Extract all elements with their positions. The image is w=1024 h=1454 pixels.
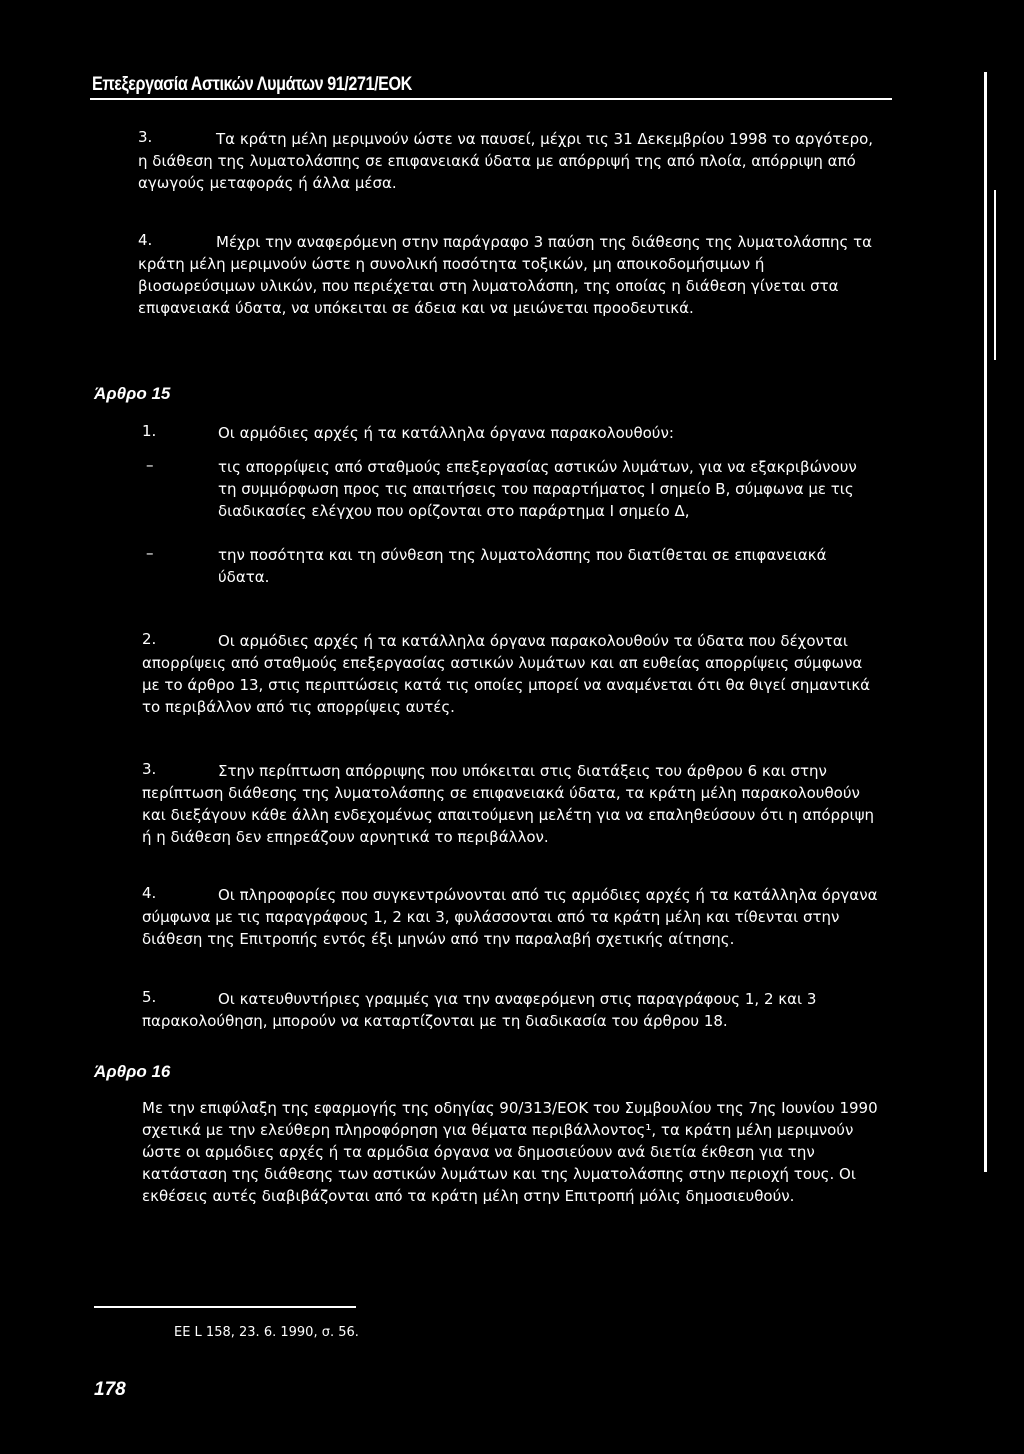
- art15-bullet2-text: την ποσότητα και τη σύνθεση της λυματολάσπης που διατίθεται σε επιφανειακά ύδατα.: [218, 546, 827, 586]
- art15-p5-number: 5.: [142, 988, 157, 1006]
- art15-p1-number: 1.: [142, 422, 157, 440]
- art14-p4-text: Μέχρι την αναφερόμενη στην παράγραφο 3 παύση της διάθεσης της λυματολάσπης τα κράτη μέλη μεριμνούν ώστε η συνολική ποσότητα τοξικών, μη αποικοδομήσιμων ή βιοσωρεύσιμων υλικών, που περιέχεται στη λυματολάσπη, της οποίας η διάθεση γίνεται στα επιφανειακά ύδατα, να υπόκειται σε άδεια και να μειώνεται προοδευτικά.: [138, 233, 872, 317]
- header-rule: [90, 98, 892, 100]
- right-margin-bar: [984, 72, 987, 1172]
- art15-bullet2-dash: –: [146, 544, 154, 562]
- art15-p4-number: 4.: [142, 884, 157, 902]
- art16-text: Με την επιφύλαξη της εφαρμογής της οδηγίας 90/313/ΕΟΚ του Συμβουλίου της 7ης Ιουνίου 1990 σχετικά με την ελεύθερη πληροφόρηση για θέματα περιβάλλοντος¹, τα κράτη μέλη μεριμνούν ώστε οι αρμόδιες αρχές ή τα αρμόδια όργανα να δημοσιεύουν ανά διετία έκθεση για την κατάσταση της διάθεσης των αστικών λυμάτων και της λυματολάσπης στην περιοχή τους. Οι εκθέσεις αυτές διαβιβάζονται από τα κράτη μέλη στην Επιτροπή μόλις δημοσιευθούν.: [142, 1099, 878, 1205]
- art15-bullet1-text: τις απορρίψεις από σταθμούς επεξεργασίας αστικών λυμάτων, για να εξακριβώνουν τη συμμόρφωση προς τις απαιτήσεις του παραρτήματος I σημείο Β, σύμφωνα με τις διαδικασίες ελέγχου που ορίζονται στο παράρτημα I σημείο Δ,: [218, 458, 857, 520]
- article-15-heading: Άρθρο 15: [94, 384, 171, 403]
- art15-bullet1-dash: –: [146, 456, 154, 474]
- art15-p2-text: Οι αρμόδιες αρχές ή τα κατάλληλα όργανα παρακολουθούν τα ύδατα που δέχονται απορρίψεις από σταθμούς επεξεργασίας αστικών λυμάτων και απ ευθείας απορρίψεις σύμφωνα με το άρθρο 13, στις περιπτώσεις κατά τις οποίες μπορεί να αναμένεται ότι θα θιγεί σημαντικά το περιβάλλον από τις απορρίψεις αυτές.: [142, 632, 871, 716]
- art15-p3-number: 3.: [142, 760, 157, 778]
- art15-p3-text: Στην περίπτωση απόρριψης που υπόκειται στις διατάξεις του άρθρου 6 και στην περίπτωση διάθεσης της λυματολάσπης σε επιφανειακά ύδατα, τα κράτη μέλη παρακολουθούν και διεξάγουν κάθε άλλη ενδεχομένως απαιτούμενη μελέτη για να επαληθεύσουν ότι η απόρριψη ή η διάθεση δεν επηρεάζουν αρνητικά το περιβάλλον.: [142, 762, 875, 846]
- footnote: ΕΕ L 158, 23. 6. 1990, σ. 56.: [174, 1325, 359, 1340]
- page-header: Επεξεργασία Αστικών Λυμάτων 91/271/ΕΟΚ: [92, 74, 412, 95]
- art15-p1-text: Οι αρμόδιες αρχές ή τα κατάλληλα όργανα παρακολουθούν:: [218, 424, 674, 442]
- art14-p3-text: Τα κράτη μέλη μεριμνούν ώστε να παυσεί, μέχρι τις 31 Δεκεμβρίου 1998 το αργότερο, η διάθεση της λυματολάσπης σε επιφανειακά ύδατα με απόρριψή της από πλοία, απόρριψη από αγωγούς μεταφοράς ή άλλα μέσα.: [138, 130, 874, 192]
- art15-p2-number: 2.: [142, 630, 157, 648]
- right-margin-bar-secondary: [994, 190, 996, 360]
- page-number: 178: [94, 1379, 126, 1400]
- art14-p4-number: 4.: [138, 231, 153, 249]
- article-16-heading: Άρθρο 16: [94, 1062, 171, 1081]
- footnote-rule: [94, 1306, 356, 1308]
- art14-p3-number: 3.: [138, 128, 153, 146]
- art15-p4-text: Οι πληροφορίες που συγκεντρώνονται από τις αρμόδιες αρχές ή τα κατάλληλα όργανα σύμφωνα με τις παραγράφους 1, 2 και 3, φυλάσσονται από τα κράτη μέλη και τίθενται στην διάθεση της Επιτροπής εντός έξι μηνών από την παραλαβή σχετικής αίτησης.: [142, 886, 878, 948]
- art15-p5-text: Οι κατευθυντήριες γραμμές για την αναφερόμενη στις παραγράφους 1, 2 και 3 παρακολούθηση, μπορούν να καταρτίζονται με τη διαδικασία του άρθρου 18.: [142, 990, 817, 1030]
